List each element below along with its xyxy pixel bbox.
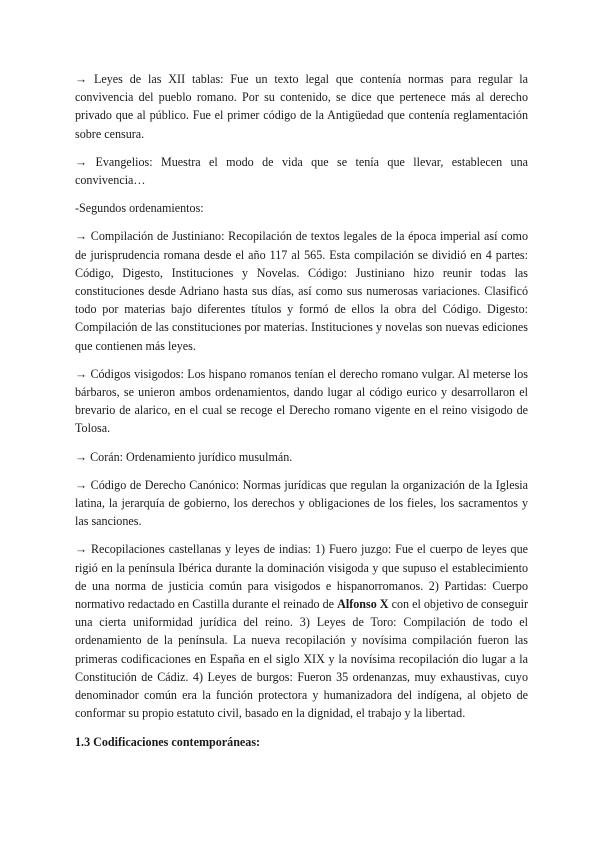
alfonso-x-bold: Alfonso X <box>337 597 389 612</box>
paragraph-coran: → Corán: Ordenamiento jurídico musulmán. <box>75 449 293 464</box>
recopilaciones-text-end: con el objetivo de conseguir una cierta uniformidad jurídica del reino. 3) Leyes de Toro: Compilación de todo el ordenamiento de la península. La nueva recopilación y novísima compilación fueron las primeras codificaciones en España en el siglo XIX y la novísima recopilación dio lugar a la Constitución de Cádiz. 4) Leyes de burgos: Fueron 35 ordenanzas, muy exhaustivas, cuyo denominador común era la función protectora y humanizadora del indígena, al objeto de conformar su propio estatuto civil, basado en la dignidad, el trabajo y la libertad. <box>75 597 529 721</box>
paragraph-segundos-ordenamientos: -Segundos ordenamientos: <box>75 201 204 216</box>
paragraph-leyes-xii-tablas: → Leyes de las XII tablas: Fue un texto legal que contenía normas para regular la convivencia del pueblo romano. Por su contenido, se dice que pertenece más al derecho privado que al público. Fue el primer código de la Antigüedad que contenía reglamentación sobre censura. <box>75 72 528 141</box>
section-heading: 1.3 Codificaciones contemporáneas: <box>75 734 261 749</box>
document-page <box>75 70 528 751</box>
paragraph-recopilaciones-castellanas <box>75 540 528 722</box>
recopilaciones-text-start: → Recopilaciones castellanas y leyes de indias: 1) Fuero juzgo: Fue el cuerpo de leyes que rigió en la península Ibérica durante la dominación visigoda y que supuso el establecimiento de una norma de justicia común para visigodos e hispanorromanos. 2) Partidas: Cuerpo normativo redactado en Castilla durante el reinado de <box>75 542 528 612</box>
paragraph-compilacion-justiniano: → Compilación de Justiniano: Recopilación de textos legales de la época imperial así como de jurisprudencia romana desde el año 117 al 565. Esta compilación se dividió en 4 partes: Código, Digesto, Instituciones y Novelas. Código: Justiniano hizo reunir todas las constituciones desde Adriano hasta sus días, así como sus numerosas variaciones. Clasificó todo por materias bajo diferentes títulos y formó de ellos la obra del Código. Digesto: Compilación de las constituciones por materias. Instituciones y novelas son nuevas ediciones que contienen más leyes. <box>75 229 528 353</box>
paragraph-evangelios: → Evangelios: Muestra el modo de vida que se tenía que llevar, establecen una convivencia… <box>75 154 528 188</box>
paragraph-codigos-visigodos: → Códigos visigodos: Los hispano romanos tenían el derecho romano vulgar. Al meterse los bárbaros, se unieron ambos ordenamientos, dando lugar al código eurico y desarrollaron el brevario de alarico, en el cual se recoge el Derecho romano vigente en el reino visigodo de Tolosa. <box>75 366 528 436</box>
paragraph-derecho-canonico: → Código de Derecho Canónico: Normas jurídicas que regulan la organización de la Iglesia latina, la jerarquía de gobierno, los derechos y obligaciones de los fieles, los sacramentos y las sanciones. <box>75 477 528 529</box>
